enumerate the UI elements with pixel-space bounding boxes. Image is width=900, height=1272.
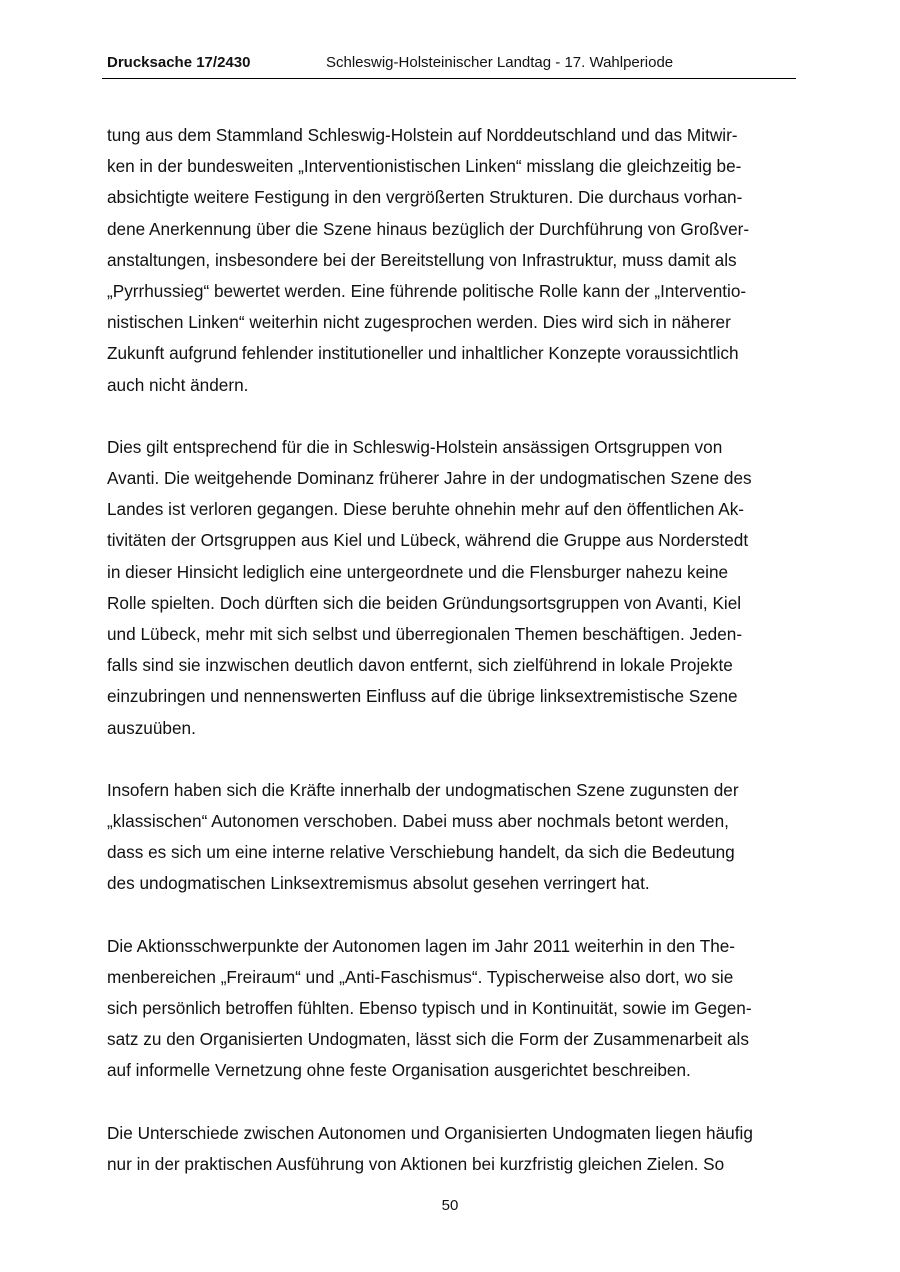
text-line: dene Anerkennung über die Szene hinaus bezüglich der Durchführung von Großver- [107, 218, 750, 239]
text-line: „klassischen“ Autonomen verschoben. Dabei muss aber nochmals betont werden, [107, 811, 729, 832]
document-number: Drucksache 17/2430 [107, 54, 251, 71]
text-line: satz zu den Organisierten Undogmaten, lässt sich die Form der Zusammenarbeit als [107, 1029, 749, 1050]
text-line: anstaltungen, insbesondere bei der Bereitstellung von Infrastruktur, muss damit als [107, 249, 737, 270]
text-line: einzubringen und nennenswerten Einfluss auf die übrige linksextremistische Szene [107, 686, 738, 707]
text-line: Dies gilt entsprechend für die in Schleswig-Holstein ansässigen Ortsgruppen von [107, 436, 723, 457]
paragraph [107, 775, 793, 900]
text-line: Die Unterschiede zwischen Autonomen und Organisierten Undogmaten liegen häufig [107, 1122, 753, 1143]
paragraph [107, 432, 793, 744]
text-line: Rolle spielten. Doch dürften sich die beiden Gründungsortsgruppen von Avanti, Kiel [107, 592, 742, 613]
document-body [107, 120, 793, 1211]
text-line: dass es sich um eine interne relative Verschiebung handelt, da sich die Bedeutung [107, 842, 735, 863]
header-title: Schleswig-Holsteinischer Landtag - 17. Wahlperiode [326, 54, 674, 71]
text-line: falls sind sie inzwischen deutlich davon entfernt, sich zielführend in lokale Projekte [107, 655, 733, 676]
text-line: nistischen Linken“ weiterhin nicht zugesprochen werden. Dies wird sich in näherer [107, 312, 731, 333]
text-line: tivitäten der Ortsgruppen aus Kiel und Lübeck, während die Gruppe aus Norderstedt [107, 530, 749, 551]
text-line: nur in der praktischen Ausführung von Aktionen bei kurzfristig gleichen Zielen. So [107, 1153, 725, 1174]
text-line: sich persönlich betroffen fühlten. Ebenso typisch und in Kontinuität, sowie im Gegen- [107, 998, 752, 1019]
text-line: und Lübeck, mehr mit sich selbst und überregionalen Themen beschäftigen. Jeden- [107, 624, 743, 645]
page-number: 50 [441, 1197, 459, 1214]
text-line: Insofern haben sich die Kräfte innerhalb der undogmatischen Szene zugunsten der [107, 779, 739, 800]
text-line: in dieser Hinsicht lediglich eine untergeordnete und die Flensburger nahezu keine [107, 561, 729, 582]
text-line: des undogmatischen Linksextremismus absolut gesehen verringert hat. [107, 873, 650, 894]
text-line: Die Aktionsschwerpunkte der Autonomen lagen im Jahr 2011 weiterhin in den The- [107, 935, 736, 956]
text-line: Avanti. Die weitgehende Dominanz früherer Jahre in der undogmatischen Szene des [107, 468, 752, 489]
text-line: tung aus dem Stammland Schleswig-Holstein auf Norddeutschland und das Mitwir- [107, 125, 738, 145]
paragraph [107, 931, 793, 1087]
text-line: Landes ist verloren gegangen. Diese beruhte ohnehin mehr auf den öffentlichen Ak- [107, 499, 745, 520]
text-line: Zukunft aufgrund fehlender institutioneller und inhaltlicher Konzepte voraussichtlich [107, 343, 739, 364]
text-line: auszuüben. [107, 717, 196, 738]
text-line: menbereichen „Freiraum“ und „Anti-Faschismus“. Typischerweise also dort, wo sie [107, 966, 734, 987]
text-line: auch nicht ändern. [107, 374, 249, 395]
text-line: ken in der bundesweiten „Interventionistischen Linken“ misslang die gleichzeitig be- [107, 156, 742, 177]
text-line: absichtigte weitere Festigung in den vergrößerten Strukturen. Die durchaus vorhan- [107, 187, 743, 208]
paragraph [107, 120, 793, 401]
text-line: „Pyrrhussieg“ bewertet werden. Eine führende politische Rolle kann der „Interventio- [107, 281, 747, 302]
text-line: auf informelle Vernetzung ohne feste Organisation ausgerichtet beschreiben. [107, 1060, 691, 1081]
page-header [102, 50, 796, 79]
paragraph [107, 1118, 793, 1180]
